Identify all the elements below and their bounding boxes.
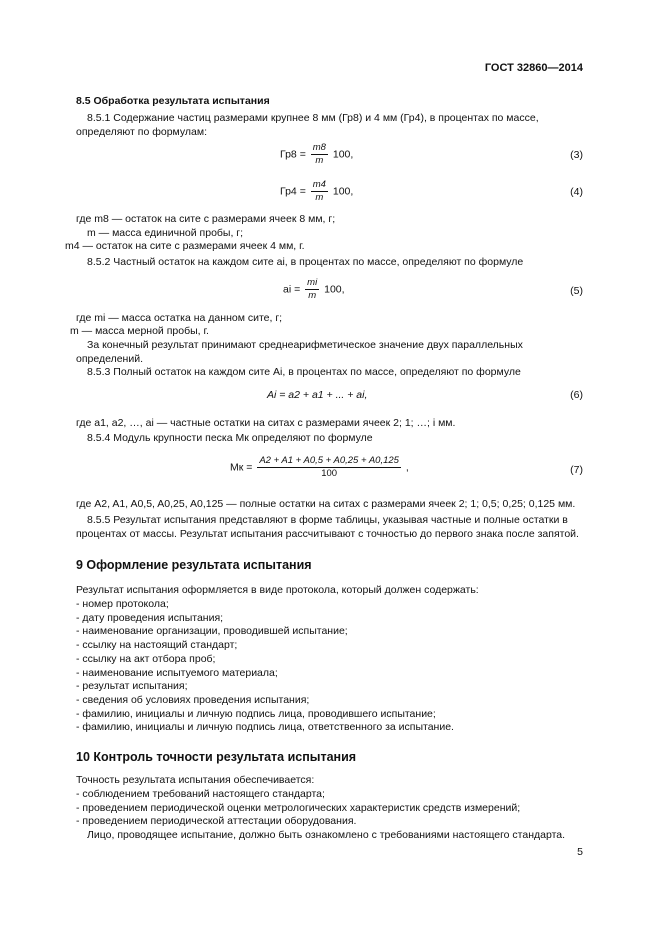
eq3-number: (3)	[570, 149, 583, 161]
equation-6: Ai = a2 + a1 + ... + ai,	[267, 389, 368, 401]
eq7-lhs: Mк =	[230, 461, 253, 474]
section-9-title: 9 Оформление результата испытания	[76, 558, 312, 572]
equation-3	[280, 142, 353, 167]
eq3-den: m	[315, 155, 324, 166]
section-8-5-title: 8.5 Обработка результата испытания	[76, 95, 270, 107]
list-item: - наименование испытуемого материала;	[76, 666, 278, 679]
where-m4: m4 — остаток на сите с размерами ячеек 4 мм, г.	[65, 240, 305, 252]
section-9-intro: Результат испытания оформляется в виде протокола, который должен содержать:	[76, 584, 479, 596]
eq7-rhs: ,	[405, 461, 409, 474]
para-8-5-4: 8.5.4 Модуль крупности песка Mк определяют по формуле	[87, 432, 373, 444]
eq5-fraction	[305, 277, 319, 302]
eq6-number: (6)	[570, 389, 583, 401]
section-10-title: 10 Контроль точности результата испытания	[76, 750, 357, 764]
list-item: - результат испытания;	[76, 680, 188, 693]
eq7-number: (7)	[570, 464, 583, 476]
eq3-rhs: 100,	[332, 148, 354, 161]
eq5-den: m	[308, 290, 317, 301]
eq3-fraction	[311, 142, 328, 167]
equation-4	[280, 179, 353, 204]
where-m8: где m8 — остаток на сите с размерами ячеек 8 мм, г;	[76, 213, 336, 225]
eq5-number: (5)	[570, 285, 583, 297]
eq4-den: m	[315, 192, 324, 203]
eq7-den: 100	[321, 468, 338, 479]
where-ai: где a1, a2, …, ai — частные остатки на ситах с размерами ячеек 2; 1; …; i мм.	[76, 417, 456, 429]
eq7-fraction	[257, 455, 401, 480]
eq4-lhs: Гр4 =	[280, 185, 306, 198]
equation-7	[230, 455, 409, 480]
para-8-5-2: 8.5.2 Частный остаток на каждом сите ai, в процентах по массе, определяют по формуле	[87, 256, 524, 268]
list-item: - сведения об условиях проведения испытания;	[76, 693, 310, 706]
para-8-5-5: 8.5.5 Результат испытания представляют в форме таблицы, указывая частные и полные остатки в процентах от массы. Результат испытания рассчитывают с точностью до первого знака после запятой.	[76, 514, 579, 540]
list-item: - наименование организации, проводившей испытание;	[76, 625, 348, 638]
eq3-num: m8	[312, 142, 326, 153]
eq7-num: A2 + A1 + A0,5 + A0,25 + A0,125	[259, 455, 399, 466]
where-m: m — масса единичной пробы, г;	[87, 227, 244, 239]
eq4-number: (4)	[570, 186, 583, 198]
eq3-lhs: Гр8 =	[280, 148, 306, 161]
list-item: - ссылку на акт отбора проб;	[76, 652, 216, 665]
list-item: - номер протокола;	[76, 598, 169, 610]
para-8-5-3: 8.5.3 Полный остаток на каждом сите Ai, в процентах по массе, определяют по формуле	[87, 366, 521, 378]
list-item: - дату проведения испытания;	[76, 611, 224, 624]
section-10-list	[76, 788, 520, 829]
eq5-rhs: 100,	[324, 283, 345, 296]
where-A: где A2, A1, A0,5, A0,25, A0,125 — полные остатки на ситах с размерами ячеек 2; 1; 0,5; 0,25; 0,125 мм.	[76, 498, 576, 510]
list-item: - проведением периодической оценки метрологических характеристик средств измерений;	[76, 801, 521, 814]
list-item: - соблюдением требований настоящего стандарта;	[76, 788, 325, 800]
section-9-list	[76, 598, 454, 735]
section-10-last: Лицо, проводящее испытание, должно быть ознакомлено с требованиями настоящего стандарта.	[87, 829, 566, 841]
where-m-sample: m — масса мерной пробы, г.	[70, 325, 209, 337]
eq5-lhs: ai =	[283, 283, 301, 296]
list-item: - фамилию, инициалы и личную подпись лица, ответственного за испытание.	[76, 721, 454, 734]
document-header: ГОСТ 32860—2014	[484, 62, 583, 74]
list-item: - проведением периодической аттестации оборудования.	[76, 815, 357, 828]
equation-5	[283, 277, 345, 302]
section-10-intro: Точность результата испытания обеспечивается:	[76, 774, 315, 786]
eq4-num: m4	[312, 179, 326, 190]
where-mi: где mi — масса остатка на данном сите, г;	[76, 312, 283, 324]
page-number: 5	[577, 846, 583, 858]
para-8-5-1: 8.5.1 Содержание частиц размерами крупнее 8 мм (Гр8) и 4 мм (Гр4), в процентах по массе, определяют по формулам:	[76, 112, 539, 138]
eq5-num: mi	[307, 277, 318, 288]
eq4-rhs: 100,	[332, 185, 354, 198]
para-result-mean: За конечный результат принимают среднеарифметическое значение двух параллельных определений.	[76, 339, 523, 365]
list-item: - ссылку на настоящий стандарт;	[76, 639, 238, 652]
list-item: - фамилию, инициалы и личную подпись лица, проводившего испытание;	[76, 707, 436, 720]
eq4-fraction	[311, 179, 328, 204]
